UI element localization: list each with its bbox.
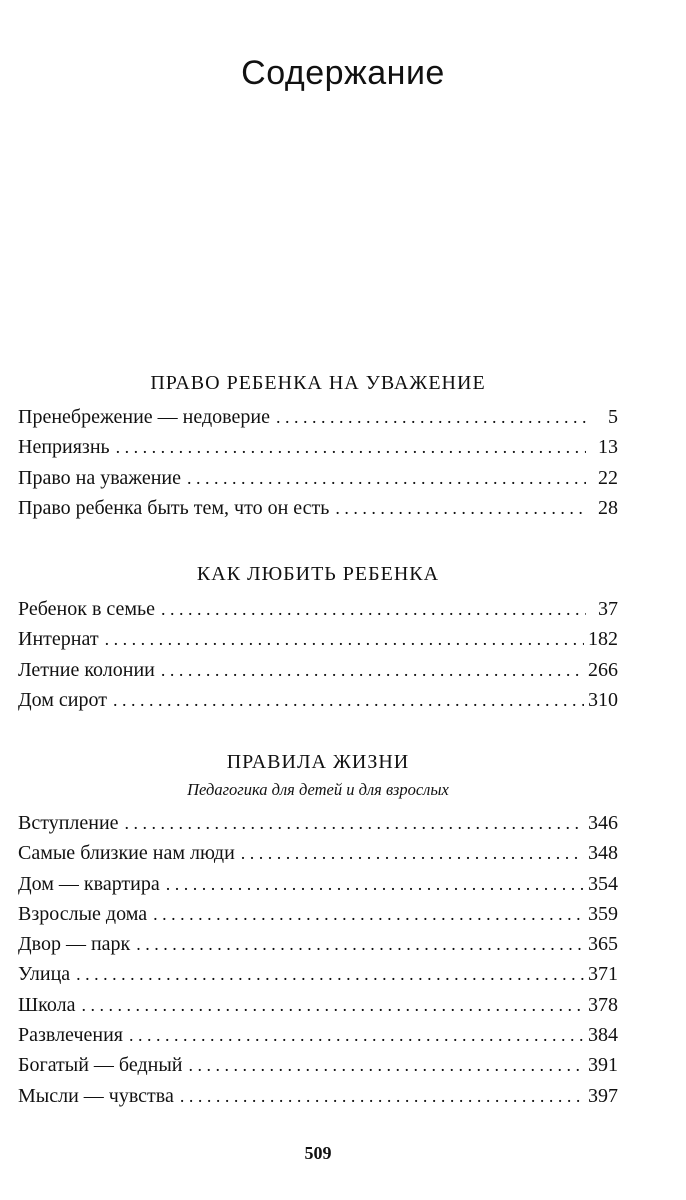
dot-leader	[276, 402, 586, 432]
section-heading: ПРАВИЛА ЖИЗНИ	[226, 751, 410, 773]
toc-entry	[18, 655, 618, 685]
entry-page: 354	[588, 872, 618, 895]
dot-leader	[125, 808, 584, 838]
entry-page: 371	[588, 963, 618, 986]
entry-title: Улица	[18, 963, 71, 986]
toc-entry	[18, 685, 618, 715]
toc-entry	[18, 624, 618, 654]
toc-entry	[18, 959, 618, 989]
toc-entry	[18, 432, 618, 462]
entry-title: Богатый — бедный	[18, 1054, 183, 1077]
toc-entry	[18, 838, 618, 868]
entry-page: 310	[588, 688, 618, 711]
entry-page: 28	[598, 496, 618, 519]
entry-title: Дом — квартира	[18, 872, 160, 895]
entry-title: Развлечения	[18, 1024, 123, 1047]
entry-page: 384	[588, 1024, 618, 1047]
toc-entry	[18, 808, 618, 838]
entry-title: Дом сирот	[18, 688, 107, 711]
entry-title: Летние колонии	[18, 658, 155, 681]
entry-page: 22	[598, 466, 618, 489]
toc-entry	[18, 402, 618, 432]
dot-leader	[180, 1081, 584, 1111]
toc-section-2	[18, 560, 618, 715]
entry-page: 5	[608, 406, 618, 428]
entry-title: Пренебрежение — недоверие	[18, 406, 270, 428]
entry-page: 365	[588, 933, 618, 956]
entry-title: Неприязнь	[18, 436, 110, 459]
toc-entry	[18, 463, 618, 493]
section-heading: ПРАВО РЕБЕНКА НА УВАЖЕНИЕ	[150, 372, 486, 394]
toc-section-1	[18, 369, 618, 523]
dot-leader	[81, 990, 584, 1020]
entry-page: 37	[598, 598, 618, 620]
section-heading: КАК ЛЮБИТЬ РЕБЕНКА	[196, 563, 440, 585]
entry-page: 397	[588, 1084, 618, 1107]
dot-leader	[161, 655, 584, 685]
dot-leader	[161, 594, 586, 624]
dot-leader	[136, 929, 584, 959]
entry-page: 391	[588, 1054, 618, 1077]
toc-entry	[18, 1020, 618, 1050]
dot-leader	[129, 1020, 584, 1050]
entry-title: Взрослые дома	[18, 902, 148, 925]
toc-entry	[18, 869, 618, 899]
toc-entry	[18, 493, 618, 523]
entry-page: 13	[598, 436, 618, 459]
entry-page: 266	[588, 658, 618, 681]
dot-leader	[153, 899, 584, 929]
toc-entry	[18, 929, 618, 959]
dot-leader	[105, 624, 584, 654]
dot-leader	[187, 463, 586, 493]
entry-page: 359	[588, 902, 618, 925]
section-subtitle: Педагогика для детей и для взрослых	[187, 780, 449, 799]
toc-entry-list	[18, 402, 618, 523]
dot-leader	[116, 432, 586, 462]
entry-title: Право на уважение	[18, 466, 181, 489]
toc-entry-list	[18, 594, 618, 715]
entry-title: Школа	[18, 993, 76, 1016]
dot-leader	[113, 685, 584, 715]
toc-entry	[18, 1050, 618, 1080]
entry-page: 378	[588, 993, 618, 1016]
toc-entry	[18, 594, 618, 624]
entry-page: 182	[588, 628, 618, 651]
entry-title: Вступление	[18, 812, 119, 834]
entry-title: Ребенок в семье	[18, 598, 156, 620]
toc-entry	[18, 1081, 618, 1111]
entry-title: Право ребенка быть тем, что он есть	[18, 496, 330, 519]
entry-title: Интернат	[18, 628, 99, 651]
dot-leader	[76, 959, 584, 989]
dot-leader	[166, 869, 584, 899]
dot-leader	[188, 1050, 584, 1080]
entry-title: Двор — парк	[18, 933, 131, 956]
toc-entry	[18, 899, 618, 929]
page-title: Содержание	[241, 54, 445, 92]
entry-title: Мысли — чувства	[18, 1084, 174, 1107]
dot-leader	[335, 493, 586, 523]
entry-page: 346	[588, 812, 618, 834]
toc-entry-list	[18, 808, 618, 1111]
page-number: 509	[304, 1143, 332, 1163]
toc-entry	[18, 990, 618, 1020]
entry-title: Самые близкие нам люди	[18, 842, 235, 865]
dot-leader	[241, 838, 584, 868]
toc-section-3	[18, 748, 618, 1111]
entry-page: 348	[588, 842, 618, 865]
